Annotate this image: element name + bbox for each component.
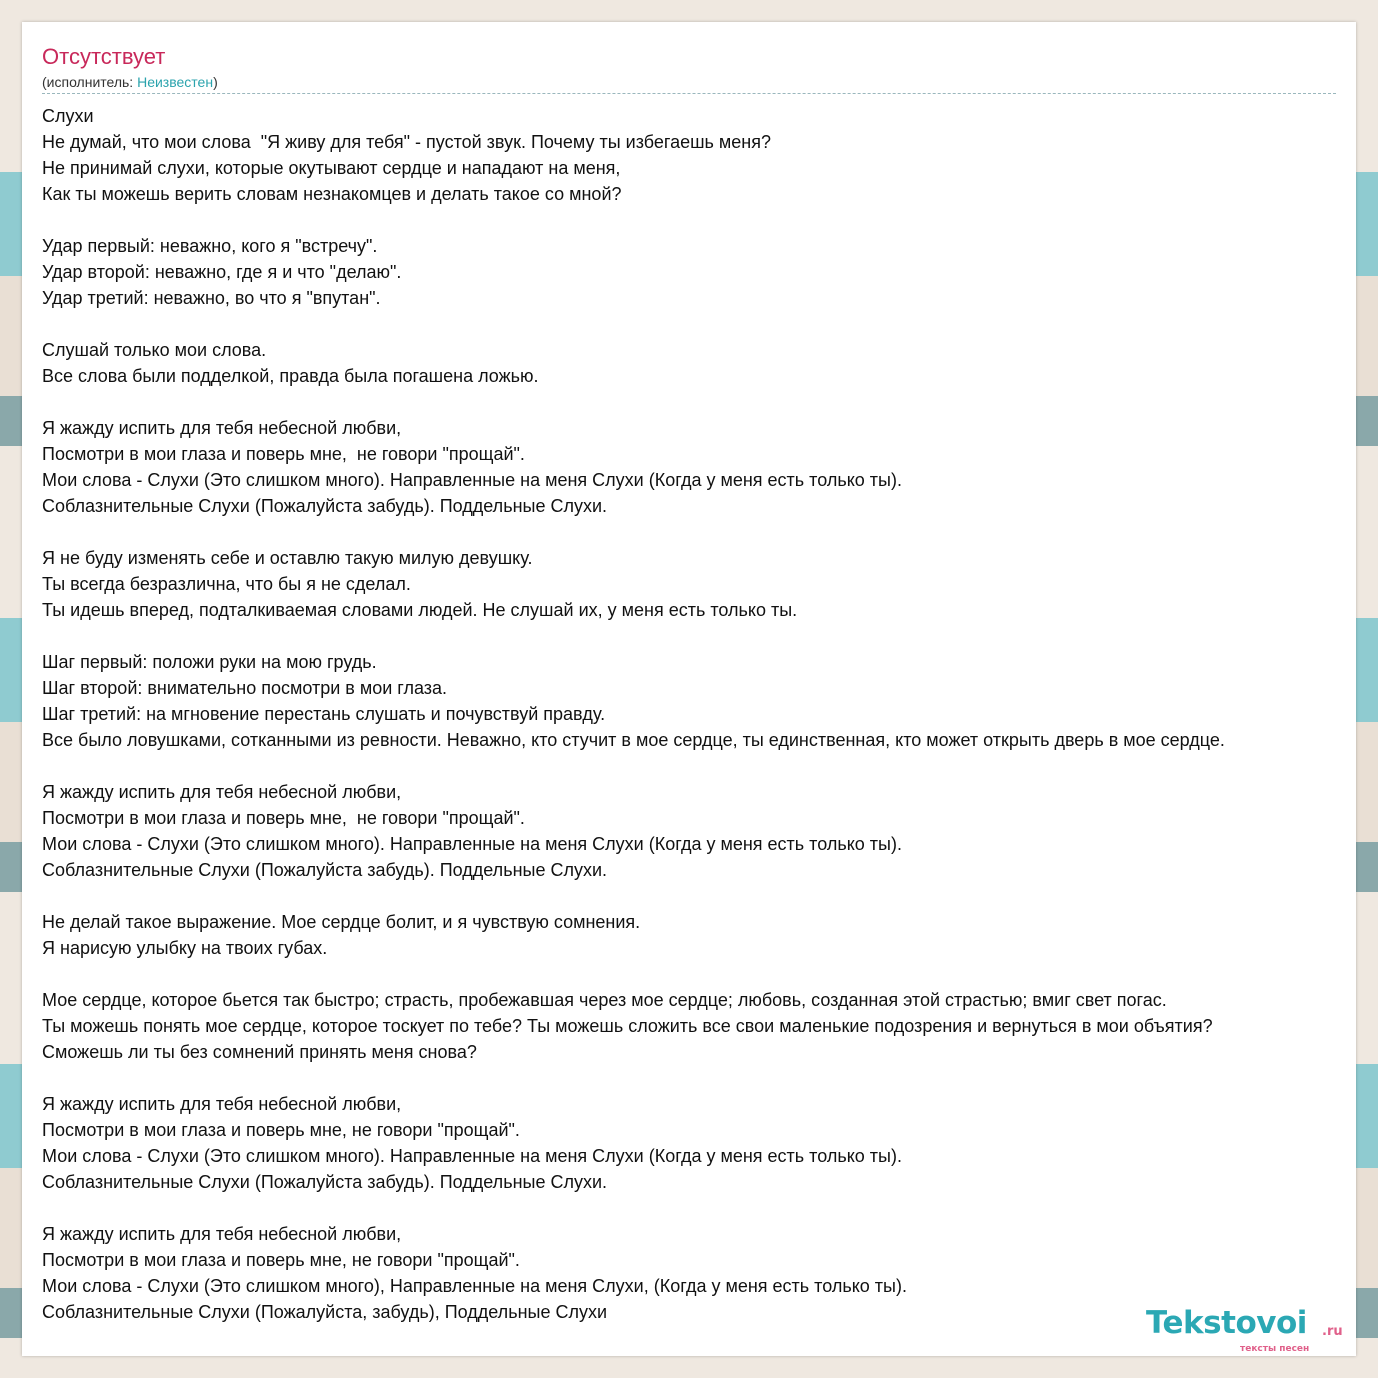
lyrics-line: Удар третий: неважно, во что я "впутан". [42, 288, 381, 308]
lyrics-line: Соблазнительные Слухи (Пожалуйста забудь). Поддельные Слухи. [42, 496, 608, 516]
artist-line [42, 73, 218, 91]
lyrics-blank-line [42, 961, 1342, 987]
lyrics-line: Я не буду изменять себе и оставлю такую милую девушку. [42, 548, 533, 568]
lyrics-line: Не делай такое выражение. Мое сердце болит, и я чувствую сомнения. [42, 912, 641, 932]
lyrics-blank-line [42, 1065, 1342, 1091]
lyrics-line: Я жажду испить для тебя небесной любви, [42, 1094, 402, 1114]
lyrics-line: Ты можешь понять мое сердце, которое тоскует по тебе? Ты можешь сложить все свои маленькие подозрения и вернуться в мои объятия? [42, 1016, 1213, 1036]
lyrics-line: Слухи [42, 106, 94, 126]
lyrics-line: Я жажду испить для тебя небесной любви, [42, 782, 402, 802]
logo-domain: .ru [1322, 1324, 1343, 1339]
title-divider [42, 93, 1336, 94]
artist-prefix: (исполнитель: [42, 74, 138, 90]
lyrics-line: Посмотри в мои глаза и поверь мне, не говори "прощай". [42, 1120, 520, 1140]
lyrics-line: Слушай только мои слова. [42, 340, 267, 360]
lyrics-line: Удар второй: неважно, где я и что "делаю". [42, 262, 402, 282]
lyrics-line: Я жажду испить для тебя небесной любви, [42, 1224, 402, 1244]
lyrics-line: Я жажду испить для тебя небесной любви, [42, 418, 402, 438]
lyrics-line: Посмотри в мои глаза и поверь мне, не говори "прощай". [42, 808, 525, 828]
lyrics-line: Ты идешь вперед, подталкиваемая словами людей. Не слушай их, у меня есть только ты. [42, 600, 798, 620]
lyrics-line: Шаг третий: на мгновение перестань слушать и почувствуй правду. [42, 704, 606, 724]
lyrics-line: Удар первый: неважно, кого я "встречу". [42, 236, 378, 256]
artist-link[interactable]: Неизвестен [137, 74, 214, 90]
lyrics-line: Шаг второй: внимательно посмотри в мои глаза. [42, 678, 448, 698]
lyrics-line: Все было ловушками, сотканными из ревности. Неважно, кто стучит в мое сердце, ты единственная, кто может открыть дверь в мое сердце. [42, 730, 1225, 750]
logo-tagline: тексты песен [1240, 1344, 1310, 1354]
logo-wordmark: Tekstovoi [1146, 1305, 1307, 1341]
lyrics-blank-line [42, 1195, 1342, 1221]
lyrics-line: Все слова были подделкой, правда была погашена ложью. [42, 366, 539, 386]
lyrics-line: Мое сердце, которое бьется так быстро; страсть, пробежавшая через мое сердце; любовь, созданная этой страстью; вмиг свет погас. [42, 990, 1167, 1010]
lyrics-line: Сможешь ли ты без сомнений принять меня снова? [42, 1042, 477, 1062]
lyrics-card [22, 22, 1356, 1356]
lyrics-line: Шаг первый: положи руки на мою грудь. [42, 652, 377, 672]
lyrics-line: Не думай, что мои слова "Я живу для тебя" - пустой звук. Почему ты избегаешь меня? [42, 132, 771, 152]
song-title: Отсутствует [42, 44, 166, 69]
lyrics-blank-line [42, 389, 1342, 415]
lyrics-blank-line [42, 311, 1342, 337]
lyrics-line: Ты всегда безразлична, что бы я не сделал. [42, 574, 411, 594]
lyrics-line: Мои слова - Слухи (Это слишком много), Направленные на меня Слухи, (Когда у меня есть только ты). [42, 1276, 907, 1296]
artist-suffix: ) [213, 74, 218, 90]
lyrics-line: Мои слова - Слухи (Это слишком много). Направленные на меня Слухи (Когда у меня есть только ты). [42, 1146, 902, 1166]
lyrics-line: Посмотри в мои глаза и поверь мне, не говори "прощай". [42, 1250, 520, 1270]
lyrics-line: Как ты можешь верить словам незнакомцев и делать такое со мной? [42, 184, 622, 204]
lyrics-line: Я нарисую улыбку на твоих губах. [42, 938, 328, 958]
lyrics-line: Соблазнительные Слухи (Пожалуйста забудь). Поддельные Слухи. [42, 1172, 608, 1192]
lyrics-line: Мои слова - Слухи (Это слишком много). Направленные на меня Слухи (Когда у меня есть только ты). [42, 834, 902, 854]
lyrics-line: Не принимай слухи, которые окутывают сердце и нападают на меня, [42, 158, 621, 178]
lyrics-text [42, 103, 1342, 1325]
lyrics-blank-line [42, 753, 1342, 779]
lyrics-line: Соблазнительные Слухи (Пожалуйста забудь). Поддельные Слухи. [42, 860, 608, 880]
site-logo[interactable] [1146, 1305, 1356, 1355]
lyrics-blank-line [42, 883, 1342, 909]
lyrics-line: Мои слова - Слухи (Это слишком много). Направленные на меня Слухи (Когда у меня есть только ты). [42, 470, 902, 490]
lyrics-line: Соблазнительные Слухи (Пожалуйста, забудь), Поддельные Слухи [42, 1302, 608, 1322]
lyrics-blank-line [42, 623, 1342, 649]
lyrics-blank-line [42, 519, 1342, 545]
lyrics-line: Посмотри в мои глаза и поверь мне, не говори "прощай". [42, 444, 525, 464]
lyrics-blank-line [42, 207, 1342, 233]
